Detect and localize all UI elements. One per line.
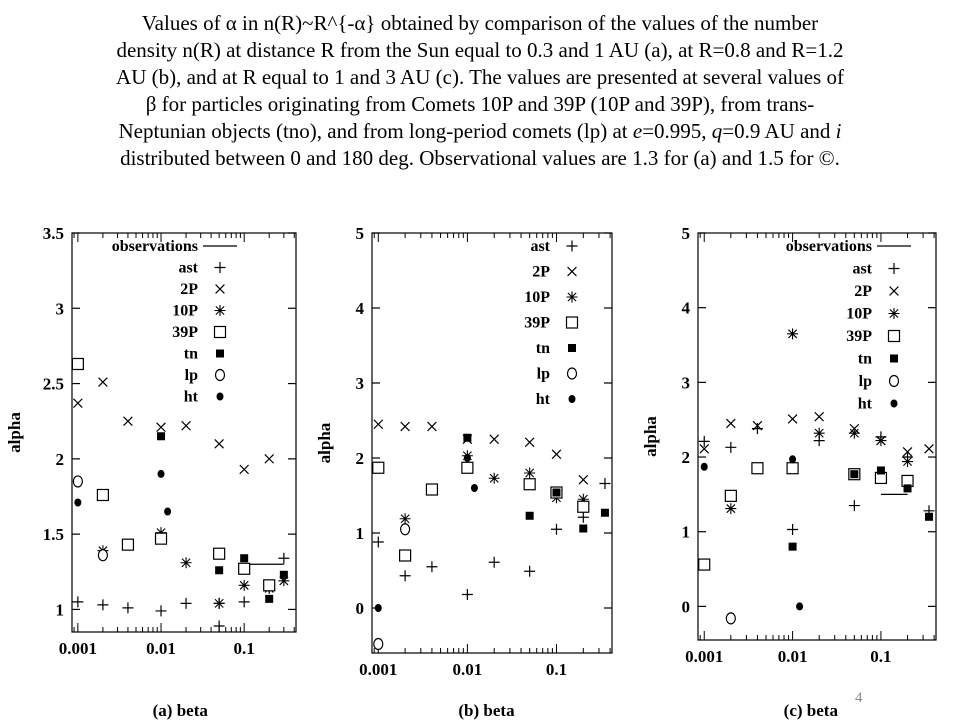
caption-line-4: β for particles originating from Comets 10P and 39P (10P and 39P), from trans-: [145, 92, 815, 116]
data-point-39P: [725, 490, 736, 501]
x-axis-label: (b) beta: [458, 701, 515, 720]
data-point-lp: [401, 524, 410, 535]
y-tick-label: 4: [681, 298, 690, 318]
data-point-2P: [215, 439, 224, 448]
series-ht: [74, 470, 171, 516]
caption-e: e: [632, 119, 643, 143]
y-tick-label: 2: [681, 448, 690, 468]
legend-label: 10P: [846, 305, 872, 323]
series-39P: [373, 462, 589, 561]
data-point-ht: [464, 454, 471, 462]
legend-marker-filledcircle: [217, 393, 224, 401]
series-lp: [726, 613, 735, 624]
data-point-lp: [726, 613, 735, 624]
y-tick-label: 1: [681, 522, 690, 542]
data-point-ht: [74, 499, 81, 507]
data-point-39P: [239, 563, 250, 574]
data-point-2P: [73, 399, 82, 408]
x-tick-label: 0.001: [685, 647, 724, 666]
data-point-2P: [815, 412, 824, 421]
data-point-lp: [374, 639, 383, 650]
legend-label: ht: [857, 395, 872, 413]
legend-marker-square: [889, 331, 900, 342]
data-point-39P: [524, 479, 535, 490]
data-point-39P: [156, 533, 167, 544]
y-tick-label: 5: [355, 224, 364, 243]
legend-label: 2P: [532, 263, 550, 281]
data-point-tn: [215, 566, 223, 574]
data-point-2P: [925, 444, 934, 453]
legend: [112, 238, 237, 406]
data-point-tn: [850, 470, 858, 478]
legend-marker-cross: [568, 267, 577, 276]
series-lp: [374, 524, 410, 650]
y-tick-label: 1: [355, 524, 364, 543]
data-point-tn: [925, 513, 933, 521]
data-point-39P: [787, 463, 798, 474]
legend-label: 10P: [524, 289, 550, 306]
data-point-tn: [240, 554, 248, 562]
data-point-2P: [182, 421, 191, 430]
data-point-tn: [526, 512, 534, 520]
y-tick-label: 2.5: [42, 374, 64, 394]
data-point-ht: [471, 484, 478, 492]
data-point-tn: [789, 543, 797, 551]
data-point-10P: [875, 435, 886, 446]
page-number: 4: [855, 690, 863, 706]
data-point-39P: [264, 580, 275, 591]
data-point-lp: [73, 476, 82, 487]
legend-marker-square: [567, 317, 578, 328]
legend-marker-star: [889, 308, 900, 319]
data-point-ast: [97, 599, 108, 610]
data-point-2P: [428, 422, 437, 431]
data-point-ast: [181, 598, 192, 609]
series-39P: [699, 463, 913, 570]
y-tick-label: 5: [681, 224, 690, 243]
data-point-tn: [157, 432, 165, 440]
y-tick-label: 0: [355, 599, 364, 618]
data-point-ast: [426, 561, 437, 572]
data-point-2P: [401, 422, 410, 431]
data-point-2P: [124, 417, 133, 426]
legend-label: 39P: [524, 314, 550, 332]
data-point-ast: [462, 589, 473, 600]
chart-panel-b: [315, 224, 612, 720]
data-point-ast: [599, 478, 610, 489]
data-point-ast: [156, 605, 167, 616]
series-ht: [701, 455, 803, 610]
caption-line-5c: =0.9 AU and: [722, 119, 836, 143]
data-point-2P: [525, 438, 534, 447]
data-point-2P: [490, 435, 499, 444]
legend-label: lp: [536, 365, 550, 383]
x-tick-label: 0.001: [58, 639, 97, 658]
legend-marker-cross: [216, 285, 225, 294]
legend-marker-star: [567, 292, 578, 303]
x-tick-label: 0.01: [777, 647, 808, 666]
data-point-ast: [752, 423, 763, 434]
data-point-2P: [552, 450, 561, 459]
caption-i: i: [835, 119, 842, 143]
data-point-ast: [278, 553, 289, 564]
y-tick-label: 1: [55, 600, 64, 620]
data-point-ht: [701, 463, 708, 471]
data-point-39P: [72, 358, 83, 369]
data-point-ast: [551, 524, 562, 535]
y-tick-label: 3: [355, 374, 364, 393]
data-point-tn: [579, 525, 587, 533]
data-point-2P: [157, 423, 166, 432]
data-point-39P: [578, 501, 589, 512]
chart-panel-c: [641, 224, 936, 720]
legend-marker-circle: [890, 376, 899, 387]
series-ast: [373, 478, 611, 600]
y-tick-label: 4: [355, 299, 364, 318]
data-point-tn: [877, 466, 885, 474]
legend-label: ast: [530, 238, 550, 255]
data-point-ast: [849, 500, 860, 511]
data-point-tn: [552, 489, 560, 497]
series-2P: [700, 412, 934, 456]
legend: [524, 238, 577, 408]
y-tick-label: 3: [681, 373, 690, 393]
y-axis-label: alpha: [315, 422, 334, 464]
data-point-39P: [214, 548, 225, 559]
x-tick-label: 0.001: [359, 660, 398, 679]
caption-line-5b: =0.995,: [642, 119, 712, 143]
data-point-tn: [463, 434, 471, 442]
data-point-10P: [239, 580, 250, 591]
legend-marker-cross: [890, 287, 899, 296]
data-point-39P: [97, 489, 108, 500]
y-axis-label: alpha: [641, 416, 660, 457]
legend-marker-filledsquare: [216, 350, 224, 358]
x-tick-label: 0.1: [545, 660, 568, 679]
data-point-tn: [904, 484, 912, 492]
data-point-ast: [72, 596, 83, 607]
y-tick-label: 2: [55, 449, 64, 469]
series-2P: [374, 420, 588, 484]
data-point-ast: [524, 566, 535, 577]
data-point-10P: [787, 328, 798, 339]
data-point-39P: [400, 550, 411, 561]
data-point-39P: [426, 484, 437, 495]
caption-line-2: density n(R) at distance R from the Sun equal to 0.3 and 1 AU (a), at R=0.8 and R=1.2: [116, 38, 844, 62]
data-point-2P: [726, 419, 735, 428]
data-point-2P: [99, 378, 108, 387]
data-point-2P: [265, 454, 274, 463]
legend-label: ht: [183, 388, 198, 406]
legend-label: 2P: [854, 283, 872, 300]
series-lp: [73, 476, 107, 561]
data-point-10P: [849, 428, 860, 439]
x-axis-label: (c) beta: [783, 701, 838, 720]
legend-label: ht: [535, 391, 550, 408]
caption-line-6: distributed between 0 and 180 deg. Observational values are 1.3 for (a) and 1.5 for ©.: [120, 146, 840, 170]
data-point-ast: [214, 620, 225, 631]
legend-label: observations: [111, 238, 198, 255]
legend-label: 10P: [172, 302, 198, 320]
caption-line-3: AU (b), and at R equal to 1 and 3 AU (c). The values are presented at several values of: [116, 65, 844, 89]
data-point-ht: [164, 508, 171, 516]
y-tick-label: 2: [355, 449, 364, 468]
legend-label: observations: [785, 238, 872, 255]
plot-frame: [372, 233, 612, 653]
legend-label: ast: [852, 260, 872, 278]
legend-marker-circle: [216, 370, 225, 381]
data-point-2P: [240, 465, 249, 474]
legend-marker-square: [215, 327, 226, 338]
chart-panel-a: [5, 224, 296, 720]
data-point-10P: [489, 473, 500, 484]
data-point-2P: [788, 415, 797, 424]
data-point-10P: [214, 598, 225, 609]
legend-label: tn: [857, 350, 872, 368]
series-ast: [699, 423, 935, 535]
data-point-ast: [489, 557, 500, 568]
data-point-2P: [374, 420, 383, 429]
x-axis-label: (a) beta: [152, 701, 208, 720]
x-tick-label: 0.1: [870, 647, 892, 666]
data-point-ast: [787, 524, 798, 535]
legend-marker-filledsquare: [890, 355, 898, 363]
data-point-ast: [400, 570, 411, 581]
series-2P: [73, 378, 273, 474]
legend-marker-plus: [567, 241, 578, 252]
data-point-tn: [280, 571, 288, 579]
data-point-39P: [122, 539, 133, 550]
x-tick-label: 0.1: [233, 639, 255, 658]
y-axis-label: alpha: [5, 412, 24, 453]
data-point-10P: [902, 456, 913, 467]
legend: [786, 238, 911, 413]
x-tick-label: 0.01: [146, 639, 176, 658]
plot-frame: [698, 233, 936, 640]
data-point-10P: [725, 503, 736, 514]
y-tick-label: 1.5: [42, 525, 64, 545]
data-point-39P: [373, 462, 384, 473]
data-point-ht: [158, 470, 165, 478]
y-tick-label: 3.5: [42, 224, 64, 243]
legend-label: tn: [183, 345, 198, 363]
caption-q: q: [711, 119, 723, 143]
legend-marker-plus: [215, 262, 226, 273]
legend-marker-filledcircle: [569, 395, 576, 403]
data-point-39P: [699, 559, 710, 570]
legend-label: 39P: [172, 324, 198, 341]
data-point-ast: [239, 596, 250, 607]
data-point-39P: [752, 463, 763, 474]
data-point-ast: [122, 602, 133, 613]
legend-label: lp: [184, 367, 198, 384]
data-point-tn: [601, 509, 609, 517]
data-point-10P: [814, 428, 825, 439]
data-point-2P: [579, 475, 588, 484]
legend-label: tn: [535, 340, 550, 357]
y-tick-label: 3: [55, 299, 64, 319]
legend-label: lp: [858, 373, 872, 390]
legend-marker-star: [215, 305, 226, 316]
legend-marker-circle: [568, 368, 577, 379]
data-point-10P: [524, 468, 535, 479]
legend-label: 2P: [180, 281, 198, 298]
data-point-ast: [578, 512, 589, 523]
data-point-tn: [265, 595, 273, 603]
data-point-lp: [98, 550, 107, 561]
series-ht: [375, 454, 478, 612]
y-tick-label: 0: [681, 597, 690, 617]
legend-label: ast: [178, 259, 198, 277]
legend-label: 39P: [846, 328, 872, 345]
data-point-ast: [725, 442, 736, 453]
data-point-ht: [796, 602, 803, 610]
data-point-ast: [373, 537, 384, 548]
data-point-ht: [375, 604, 382, 612]
data-point-39P: [462, 462, 473, 473]
data-point-10P: [181, 557, 192, 568]
legend-marker-filledcircle: [891, 400, 898, 408]
data-point-10P: [400, 513, 411, 524]
caption-line-5a: Neptunian objects (tno), and from long-period comets (lp) at: [118, 119, 633, 143]
caption-line-1: Values of α in n(R)~R^{-α} obtained by comparison of the values of the number: [141, 11, 819, 35]
data-point-ht: [789, 455, 796, 463]
legend-marker-filledsquare: [568, 344, 576, 352]
x-tick-label: 0.01: [452, 660, 483, 679]
legend-marker-plus: [889, 263, 900, 274]
